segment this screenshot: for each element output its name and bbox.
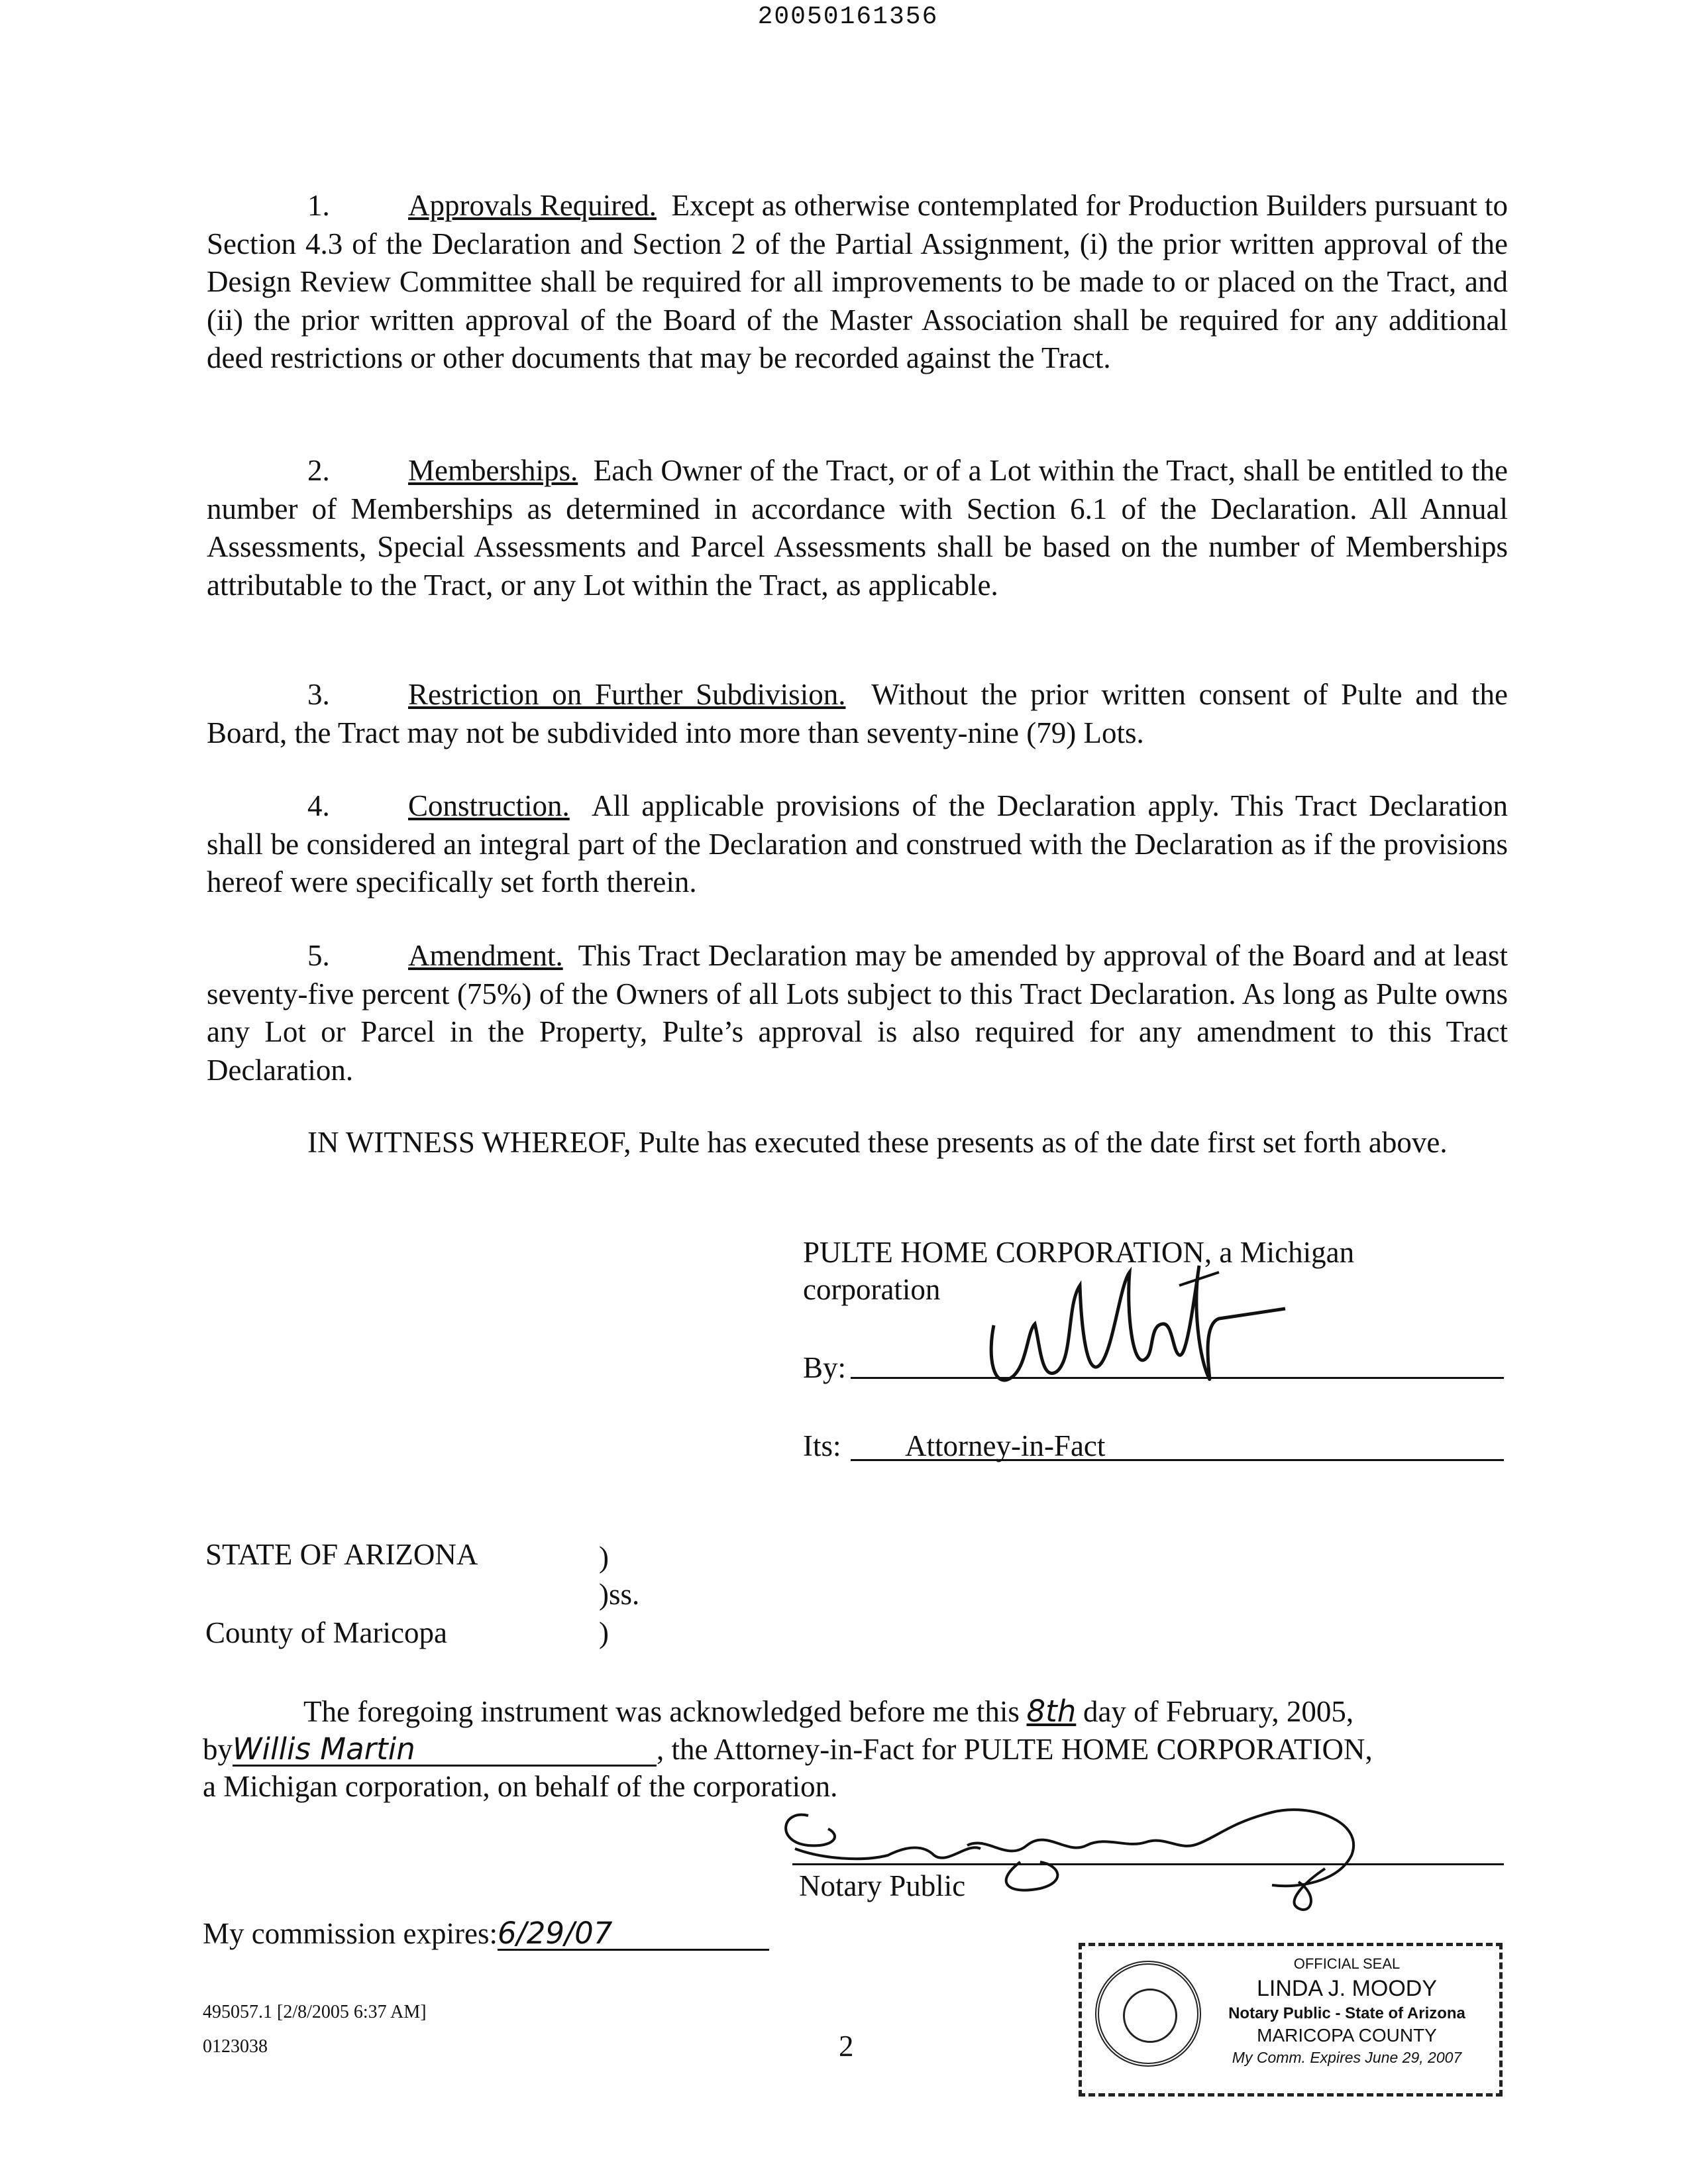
venue-ss: )ss. [599,1578,640,1611]
section-3-number: 3. [307,678,330,711]
venue-paren-1: ) [599,1541,609,1574]
section-3-body: Without the prior written consent of Pulte and the Board, the Tract may not be subdivided into more than seventy-nine (79) Lots. [207,678,1509,749]
its-label: Its: [803,1429,841,1462]
section-3-title: Restriction on Further Subdivision. [408,678,846,711]
document-number: 20050161356 [757,3,939,31]
seal-title: OFFICIAL SEAL [1293,1955,1401,1972]
seal-notary-state: Notary Public - State of Arizona [1228,2004,1465,2022]
state-seal-emblem [1095,1961,1201,2067]
seal-expiration: My Comm. Expires June 29, 2007 [1232,2049,1462,2066]
company-type: corporation [803,1273,941,1306]
corporate-signature [980,1246,1298,1418]
section-1 [207,187,1508,378]
witness-clause: IN WITNESS WHEREOF, Pulte has executed these presents as of the date first set forth above. [307,1126,1448,1159]
by-label: By: [803,1351,847,1384]
section-2 [207,452,1508,604]
section-5 [207,937,1508,1089]
section-4-number: 4. [307,789,330,822]
section-1-title: Approvals Required. [408,189,657,222]
acknowledgment-line-2: byWillis Martin , the Attorney-in-Fact for PULTE HOME CORPORATION, [203,1731,1373,1767]
section-2-number: 2. [307,454,330,487]
seal-notary-name: LINDA J. MOODY [1256,1976,1438,2001]
acknowledgment-line-1: The foregoing instrument was acknowledged before me this 8th day of February, 2005, [303,1694,1354,1729]
venue-county: County of Maricopa [205,1616,447,1649]
commission-expires: My commission expires:6/29/07 [203,1915,769,1953]
section-1-number: 1. [307,189,330,222]
notary-public-label: Notary Public [799,1869,966,1902]
handwritten-day: 8th [1026,1694,1077,1729]
venue-paren-3: ) [599,1616,609,1649]
its-value: Attorney-in-Fact [905,1429,1106,1462]
handwritten-name: Willis Martin [233,1734,657,1767]
matter-number: 0123038 [203,2036,268,2057]
section-3 [207,676,1508,752]
document-reference: 495057.1 [2/8/2005 6:37 AM] [203,2002,427,2022]
venue-state: STATE OF ARIZONA [205,1538,478,1571]
section-5-title: Amendment. [408,939,563,972]
page-number: 2 [839,2030,854,2063]
section-5-number: 5. [307,939,330,972]
handwritten-commission-date: 6/29/07 [498,1918,769,1951]
section-1-body: Except as otherwise contemplated for Production Builders pursuant to Section 4.3 of the Declaration and Section 2 of the Partial Assignment, (i) the prior written approval of the Design Review Committee shall be required for all improvements to be made to or placed on the Tract, and (ii) the prior written approval of the Board of the Master Association shall be required for any additional deed restrictions or other documents that may be recorded against the Tract. [207,189,1509,375]
section-4-body: All applicable provisions of the Declaration apply. This Tract Declaration shall be considered an integral part of the Declaration and construed with the Declaration as if the provisions hereof were specifically set forth therein. [207,789,1508,899]
section-4 [207,787,1508,902]
notary-seal-stamp [1079,1943,1503,2097]
section-5-body: This Tract Declaration may be amended by approval of the Board and at least seventy-five percent (75%) of the Owners of all Lots subject to this Tract Declaration. As long as Pulte owns any Lot or Parcel in the Property, Pulte’s approval is also required for any amendment to this Tract Declaration. [207,939,1508,1087]
notary-signature-line [792,1863,1504,1865]
seal-county: MARICOPA COUNTY [1257,2025,1437,2046]
acknowledgment-line-3: a Michigan corporation, on behalf of the corporation. [203,1770,838,1803]
seal-text [1201,1954,1493,2068]
company-name: PULTE HOME CORPORATION, a Michigan [803,1236,1355,1269]
section-2-title: Memberships. [408,454,578,487]
section-2-body: Each Owner of the Tract, or of a Lot within the Tract, shall be entitled to the number of Memberships as determined in accordance with Section 6.1 of the Declaration. All Annual Assessments, Special Assessments and Parcel Assessments shall be based on the number of Memberships attributable to the Tract, or any Lot within the Tract, as applicable. [207,454,1509,602]
section-4-title: Construction. [408,789,570,822]
